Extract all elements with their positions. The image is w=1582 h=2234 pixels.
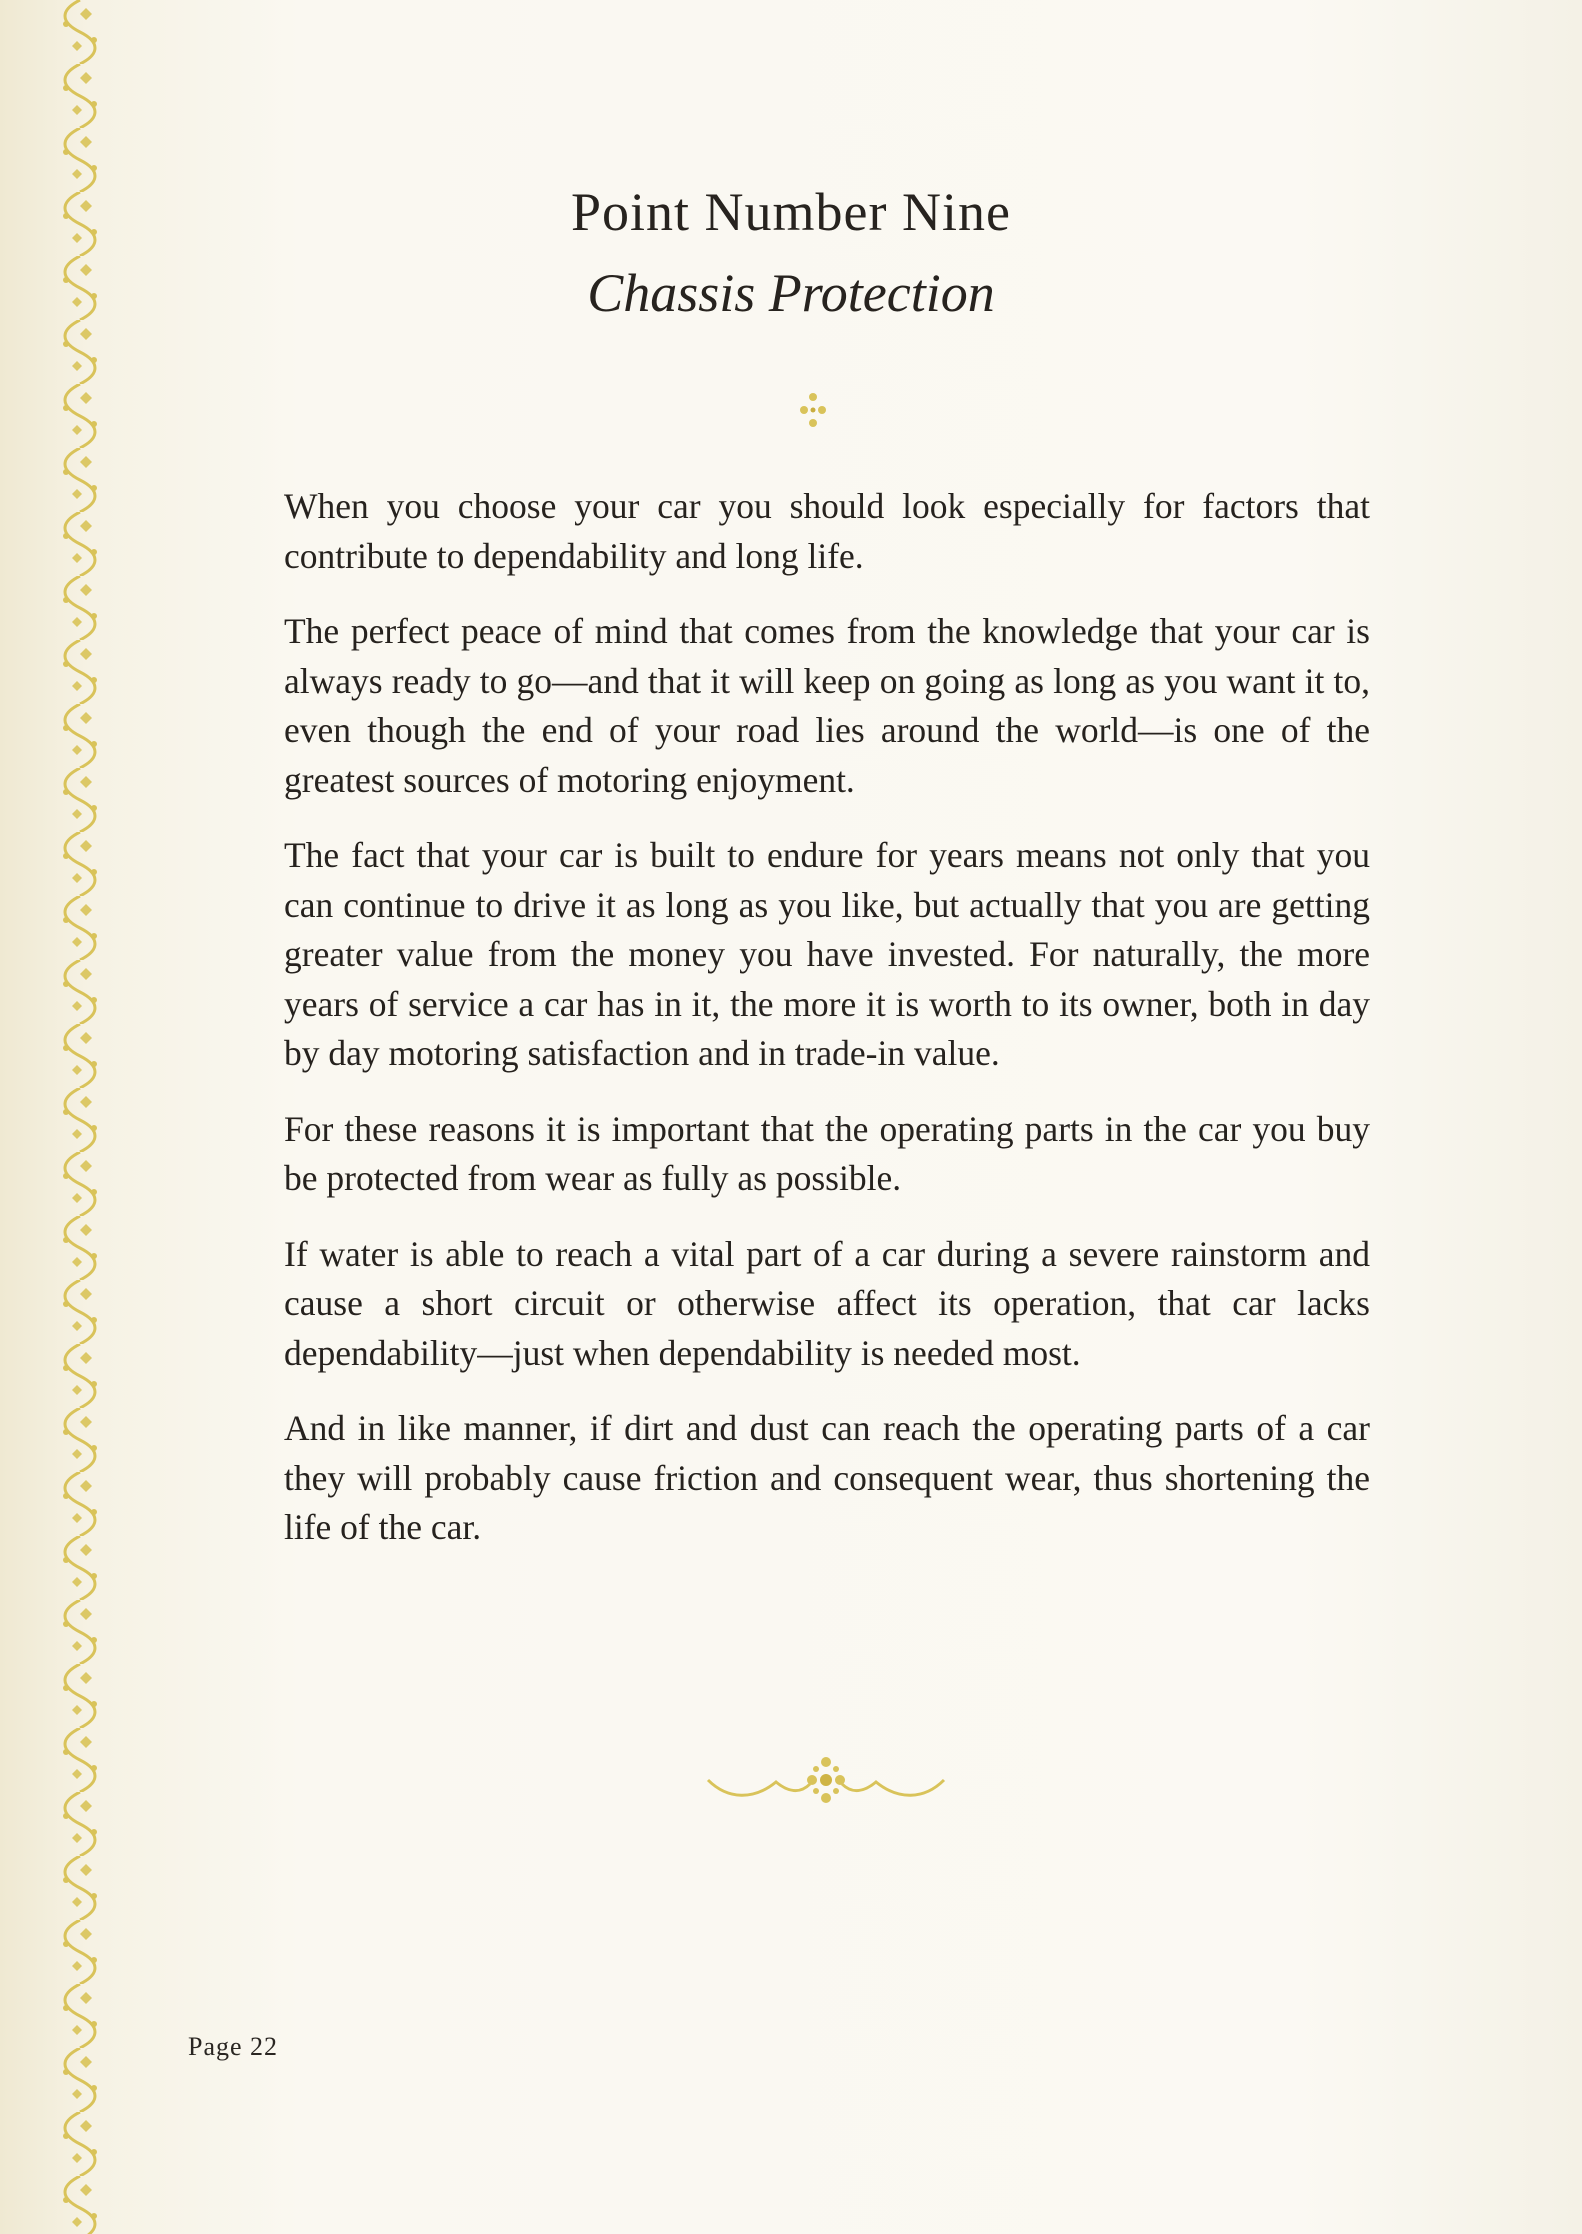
scroll-flourish-icon [704,1752,948,1808]
paragraph: The fact that your car is built to endure for years means not only that you can continue to drive it as long as you like, but actually that you are getting greater value from the money you have invested. For naturally, the more years of service a car has in it, the more it is worth to its owner, both in day by day motoring satisfaction and in trade-in value. [284,835,1370,1073]
page-number: Page 22 [188,2032,279,2061]
page-subtitle: Chassis Protection [587,263,995,323]
diamond-ornament-icon [798,391,828,429]
paragraph: And in like manner, if dirt and dust can reach the operating parts of a car they will probably cause friction and consequent wear, thus shortening the life of the car. [284,1408,1370,1547]
paragraph: For these reasons it is important that the operating parts in the car you buy be protected from wear as fully as possible. [284,1108,1370,1198]
floral-vine-border-icon [50,0,110,2234]
paragraph: If water is able to reach a vital part of a car during a severe rainstorm and cause a short circuit or otherwise affect its operation, that car lacks dependability—just when dependability is needed most. [284,1233,1370,1373]
paragraph: The perfect peace of mind that comes from the knowledge that your car is always ready to go—and that it will keep on going as long as you want it to, even though the end of your road lies around the world—is one of the greatest sources of motoring enjoyment. [284,611,1370,800]
page-title: Point Number Nine [571,182,1011,242]
paragraph: When you choose your car you should look especially for factors that contribute to dependability and long life. [284,486,1370,576]
body-text [284,482,1370,1579]
heading [0,178,1582,328]
